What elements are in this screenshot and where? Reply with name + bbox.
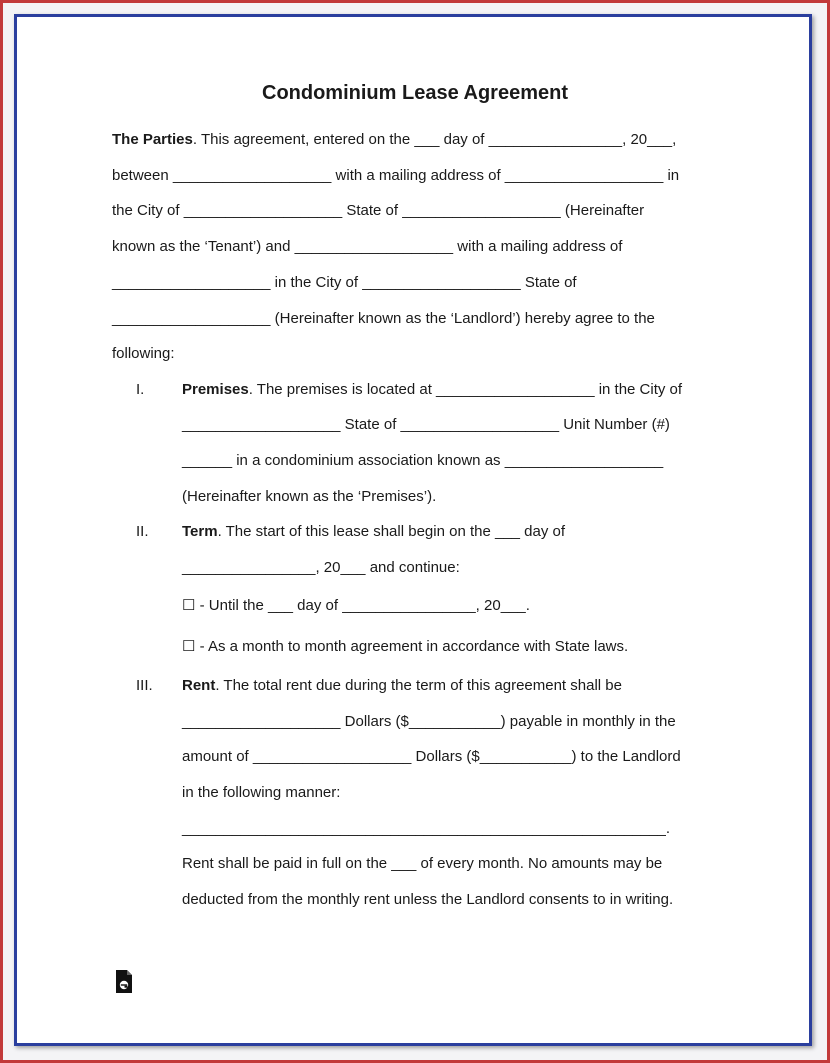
term-option-month-to-month: ☐ - As a month to month agreement in accordance with State laws.: [182, 638, 629, 655]
parties-line-2: between ___________________ with a mailing address of ___________________ in: [112, 167, 680, 184]
term-line-2: ________________, 20___ and continue:: [182, 559, 460, 576]
premises-line-1: Premises. The premises is located at ___________________ in the City of: [182, 381, 683, 398]
rent-line-1: Rent. The total rent due during the term of this agreement shall be: [182, 677, 622, 694]
term-numeral: II.: [136, 523, 149, 540]
premises-line-2: ___________________ State of ___________________ Unit Number (#): [182, 416, 670, 433]
parties-line-7: following:: [112, 345, 175, 362]
rent-line-7: deducted from the monthly rent unless the Landlord consents to in writing.: [182, 891, 674, 908]
document-title: Condominium Lease Agreement: [262, 82, 568, 104]
premises-numeral: I.: [136, 381, 145, 398]
checkbox-until[interactable]: ☐: [182, 597, 196, 614]
rent-line-3: amount of ___________________ Dollars ($___________) to the Landlord: [182, 748, 681, 765]
rent-line-5: __________________________________________________________.: [182, 820, 671, 837]
parties-line-5: ___________________ in the City of ___________________ State of: [112, 274, 577, 291]
rent-heading: Rent: [182, 677, 216, 694]
term-line-1: Term. The start of this lease shall begin on the ___ day of: [182, 523, 566, 540]
rent-numeral: III.: [136, 677, 153, 694]
eforms-logo-icon: [115, 970, 133, 994]
term-heading: Term: [182, 523, 218, 540]
rent-line-6: Rent shall be paid in full on the ___ of every month. No amounts may be: [182, 855, 663, 872]
parties-line-6: ___________________ (Hereinafter known as the ‘Landlord’) hereby agree to the: [112, 310, 655, 327]
checkbox-month-to-month[interactable]: ☐: [182, 638, 196, 655]
premises-heading: Premises: [182, 381, 249, 398]
parties-line-4: known as the ‘Tenant’) and ___________________ with a mailing address of: [112, 238, 623, 255]
parties-line-1: The Parties. This agreement, entered on the ___ day of ________________, 20___,: [112, 131, 677, 148]
rent-line-2: ___________________ Dollars ($___________) payable in monthly in the: [182, 713, 676, 730]
premises-line-4: (Hereinafter known as the ‘Premises’).: [182, 488, 437, 505]
parties-line-3: the City of ___________________ State of ___________________ (Hereinafter: [112, 202, 645, 219]
rent-line-4: in the following manner:: [182, 784, 341, 801]
premises-line-3: ______ in a condominium association known as ___________________: [182, 452, 664, 469]
term-option-until: ☐ - Until the ___ day of ________________, 20___.: [182, 597, 530, 614]
parties-heading: The Parties: [112, 131, 193, 148]
